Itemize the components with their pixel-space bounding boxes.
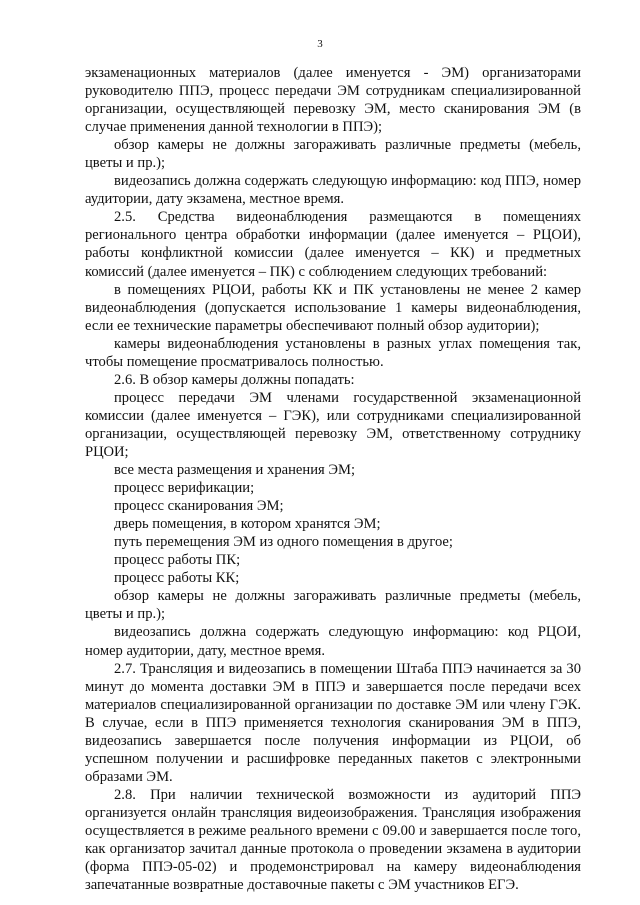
paragraph-exam-materials-continuation: экзаменационных материалов (далее именуется - ЭМ) организаторами руководителю ППЭ, процесс передачи ЭМ сотрудникам специализированной организации, осуществляющей перевозку ЭМ, место сканирования ЭМ (в случае применения данной технологии в ППЭ); [85,65,581,136]
paragraph-section-2-6: 2.6. В обзор камеры должны попадать: [114,371,355,388]
list-item-scanning: процесс сканирования ЭМ; [114,498,284,515]
list-item-kk-work: процесс работы КК; [114,570,240,587]
list-item-pk-work: процесс работы ПК; [114,552,241,569]
paragraph-video-info-rcoi: видеозапись должна содержать следующую информацию: код РЦОИ, номер аудитории, дату, местное время. [85,624,581,659]
document-body [85,64,581,894]
list-item-movement-path: путь перемещения ЭМ из одного помещения в другое; [114,534,453,551]
list-item-storage-places: все места размещения и хранения ЭМ; [114,462,356,479]
paragraph-camera-count: в помещениях РЦОИ, работы КК и ПК установлены не менее 2 камер видеонаблюдения (допускается использование 1 камеры видеонаблюдения, если ее технические параметры обеспечивают полный обзор аудитории); [85,281,581,334]
paragraph-camera-placement: камеры видеонаблюдения установлены в разных углах помещения так, чтобы помещение просматривалось полностью. [85,335,581,370]
page-number: 3 [317,38,323,50]
list-item-storage-door: дверь помещения, в котором хранятся ЭМ; [114,516,381,533]
paragraph-video-info-ppe: видеозапись должна содержать следующую информацию: код ППЭ, номер аудитории, дату экзамена, местное время. [85,173,581,208]
paragraph-section-2-7: 2.7. Трансляция и видеозапись в помещении Штаба ППЭ начинается за 30 минут до момента доставки ЭМ в ППЭ и завершается после передачи всех материалов специализированной организации по доставке ЭМ или члену ГЭК. В случае, если в ППЭ применяется технология сканирования ЭМ в ППЭ, видеозапись завершается после получения информации из РЦОИ, об успешном получении и расшифровке переданных пакетов с электронными образами ЭМ. [85,660,581,785]
paragraph-section-2-8: 2.8. При наличии технической возможности из аудиторий ППЭ организуется онлайн трансляция видеоизображения. Трансляция изображения осуществляется в режиме реального времени с 09.00 и завершается после того, как организатор зачитал данные протокола о проведении экзамена в аудитории (форма ППЭ-05-02) и продемонстрировал на камеру видеонаблюдения запечатанные возвратные доставочные пакеты с ЭМ участников ЕГЭ. [85,786,581,894]
paragraph-section-2-5: 2.5. Средства видеонаблюдения размещаются в помещениях регионального центра обработки информации (далее именуется – РЦОИ), работы конфликтной комиссии (далее именуется – КК) и предметных комиссий (далее именуется – ПК) с соблюдением следующих требований: [85,209,581,280]
list-item-verification: процесс верификации; [114,480,255,497]
list-item-transfer-process: процесс передачи ЭМ членами государственной экзаменационной комиссии (далее именуется – ГЭК), или сотрудниками специализированной организации, осуществляющей перевозку ЭМ, ответственному сотруднику РЦОИ; [85,389,581,460]
paragraph-camera-view-obstruction-ppe: обзор камеры не должны загораживать различные предметы (мебель, цветы и пр.); [85,137,581,172]
paragraph-camera-view-obstruction-rcoi: обзор камеры не должны загораживать различные предметы (мебель, цветы и пр.); [85,588,581,623]
